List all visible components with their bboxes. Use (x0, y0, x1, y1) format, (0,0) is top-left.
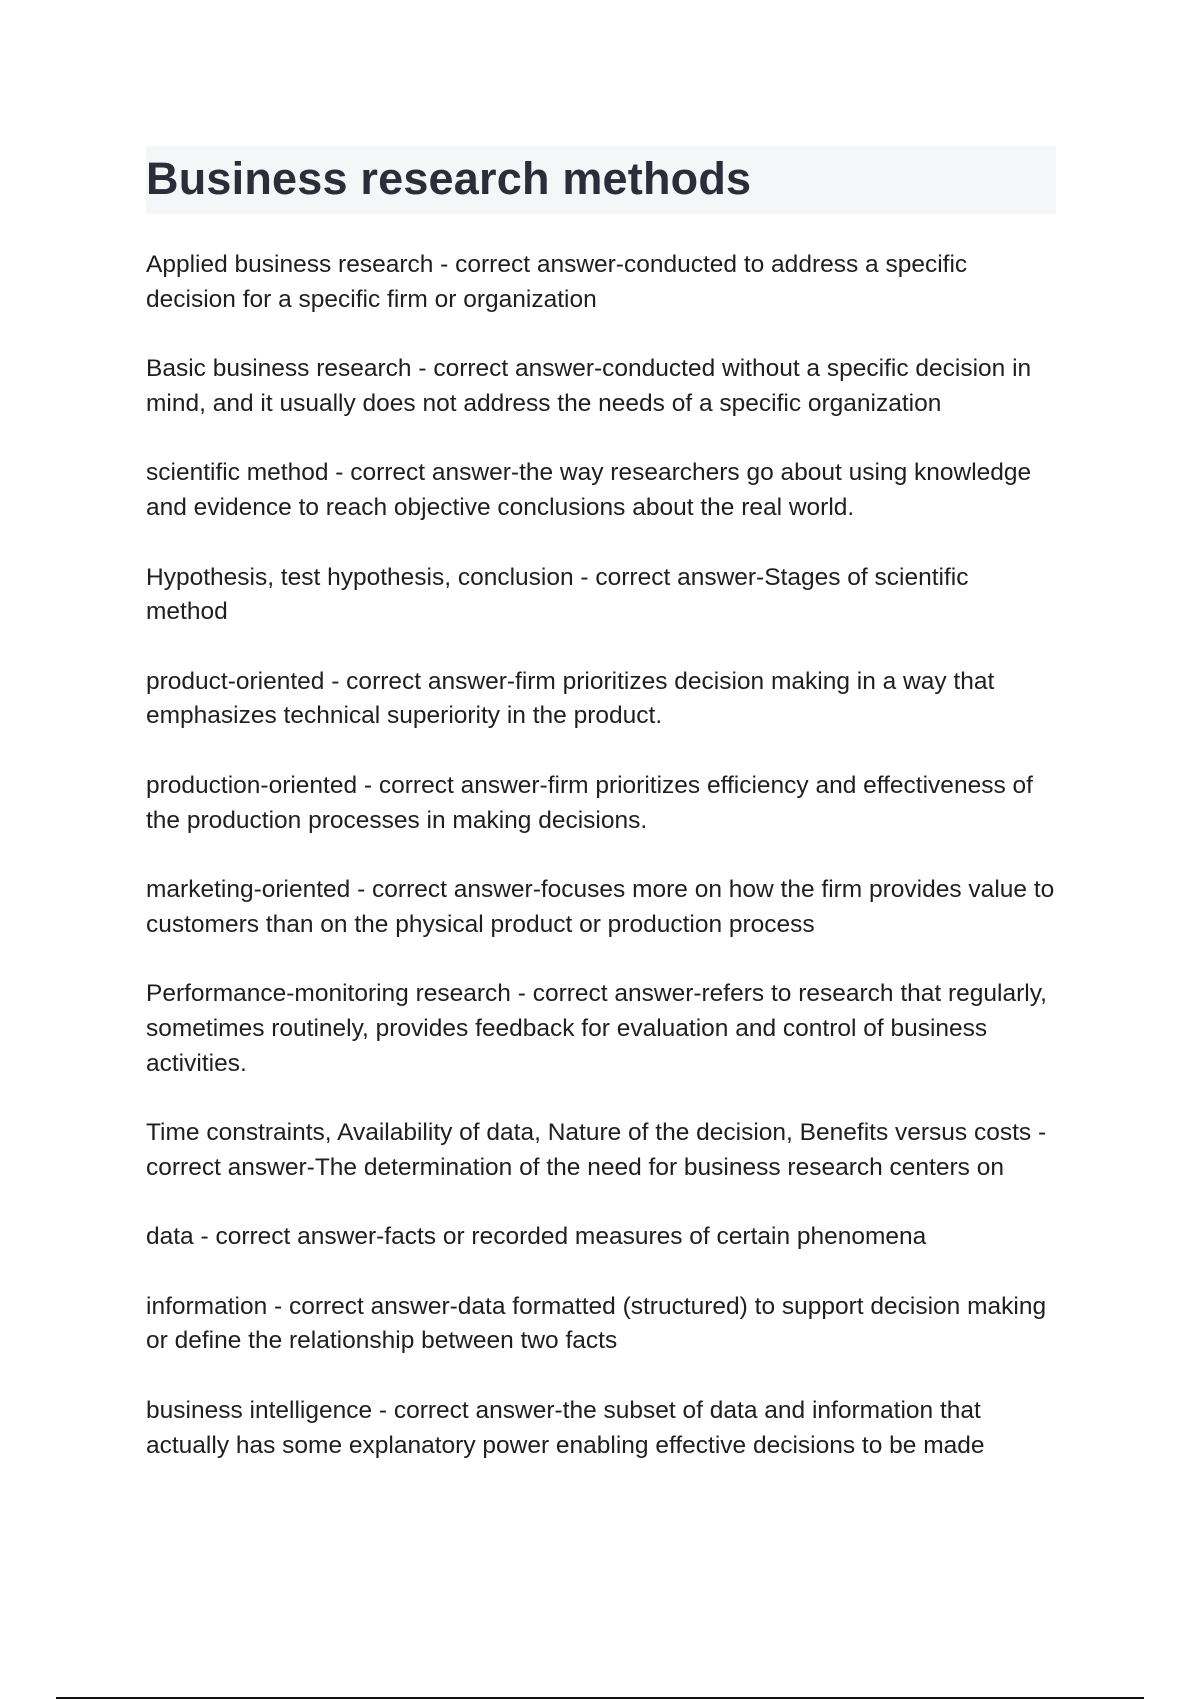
flashcard-entry: Basic business research - correct answer-conducted without a specific decision in mind, and it usually does not address the needs of a specific organization (146, 355, 1032, 417)
flashcard-list (146, 248, 1056, 1463)
page-title: Business research methods (146, 152, 752, 204)
flashcard-entry: Time constraints, Availability of data, Nature of the decision, Benefits versus costs - correct answer-The determination of the need for business research centers on (146, 1119, 1047, 1181)
title-banner (146, 146, 1056, 214)
flashcard-entry: business intelligence - correct answer-the subset of data and information that actually has some explanatory power enabling effective decisions to be made (146, 1397, 985, 1459)
document-page (146, 146, 1056, 1498)
flashcard-entry: information - correct answer-data formatted (structured) to support decision making or define the relationship between two facts (146, 1292, 1047, 1355)
footer-divider (56, 1697, 1144, 1699)
flashcard-entry: scientific method - correct answer-the way researchers go about using knowledge and evidence to reach objective conclusions about the real world. (146, 459, 1032, 521)
flashcard-entry: Applied business research - correct answer-conducted to address a specific decision for a specific firm or organization (146, 251, 968, 313)
flashcard-entry: data - correct answer-facts or recorded measures of certain phenomena (146, 1223, 927, 1251)
flashcard-entry: Performance-monitoring research - correct answer-refers to research that regularly, sometimes routinely, provides feedback for evaluation and control of business activities. (146, 980, 1047, 1077)
flashcard-entry: production-oriented - correct answer-firm prioritizes efficiency and effectiveness of the production processes in making decisions. (146, 771, 1033, 834)
flashcard-entry: Hypothesis, test hypothesis, conclusion - correct answer-Stages of scientific method (146, 563, 969, 626)
flashcard-entry: product-oriented - correct answer-firm prioritizes decision making in a way that emphasizes technical superiority in the product. (146, 667, 995, 730)
flashcard-entry: marketing-oriented - correct answer-focuses more on how the firm provides value to customers than on the physical product or production process (146, 876, 1055, 938)
